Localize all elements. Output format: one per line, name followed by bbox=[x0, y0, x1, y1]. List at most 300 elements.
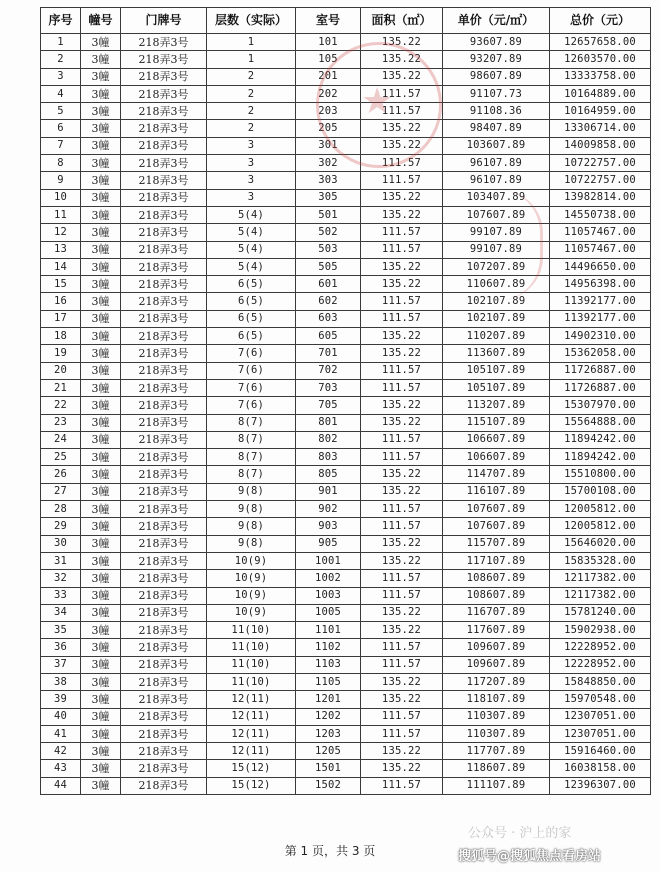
cell-unit-price: 110207.89 bbox=[443, 328, 550, 345]
cell-total-price: 13333758.00 bbox=[550, 68, 651, 85]
cell-unit-price: 96107.89 bbox=[443, 155, 550, 172]
cell-area: 135.22 bbox=[361, 691, 443, 708]
cell-room: 603 bbox=[296, 310, 361, 327]
cell-room: 601 bbox=[296, 276, 361, 293]
cell-total-price: 14956398.00 bbox=[550, 276, 651, 293]
cell-unit-price: 117707.89 bbox=[443, 743, 550, 760]
cell-index: 23 bbox=[41, 414, 81, 431]
cell-room: 1105 bbox=[296, 673, 361, 690]
cell-room: 801 bbox=[296, 414, 361, 431]
cell-index: 13 bbox=[41, 241, 81, 258]
cell-area: 135.22 bbox=[361, 51, 443, 68]
cell-floor: 11(10) bbox=[207, 622, 296, 639]
table-row bbox=[41, 673, 651, 690]
cell-address: 218弄3号 bbox=[121, 258, 207, 275]
cell-total-price: 11894242.00 bbox=[550, 431, 651, 448]
cell-area: 111.57 bbox=[361, 310, 443, 327]
cell-index: 28 bbox=[41, 501, 81, 518]
cell-area: 111.57 bbox=[361, 362, 443, 379]
cell-address: 218弄3号 bbox=[121, 622, 207, 639]
header-unit-price: 单价（元/㎡） bbox=[443, 8, 550, 34]
cell-total-price: 14009858.00 bbox=[550, 137, 651, 154]
table-row bbox=[41, 85, 651, 102]
cell-address: 218弄3号 bbox=[121, 656, 207, 673]
cell-unit-price: 98607.89 bbox=[443, 68, 550, 85]
cell-area: 135.22 bbox=[361, 604, 443, 621]
header-address: 门牌号 bbox=[121, 8, 207, 34]
cell-total-price: 16038158.00 bbox=[550, 760, 651, 777]
cell-address: 218弄3号 bbox=[121, 431, 207, 448]
cell-total-price: 11057467.00 bbox=[550, 224, 651, 241]
cell-unit-price: 118107.89 bbox=[443, 691, 550, 708]
cell-area: 135.22 bbox=[361, 345, 443, 362]
cell-index: 22 bbox=[41, 397, 81, 414]
cell-building: 3幢 bbox=[81, 345, 121, 362]
cell-index: 15 bbox=[41, 276, 81, 293]
cell-building: 3幢 bbox=[81, 155, 121, 172]
cell-floor: 10(9) bbox=[207, 587, 296, 604]
cell-floor: 3 bbox=[207, 189, 296, 206]
cell-room: 1201 bbox=[296, 691, 361, 708]
cell-floor: 5(4) bbox=[207, 206, 296, 223]
cell-room: 701 bbox=[296, 345, 361, 362]
table-row bbox=[41, 518, 651, 535]
table-row bbox=[41, 103, 651, 120]
cell-address: 218弄3号 bbox=[121, 708, 207, 725]
cell-building: 3幢 bbox=[81, 483, 121, 500]
cell-index: 17 bbox=[41, 310, 81, 327]
cell-unit-price: 102107.89 bbox=[443, 293, 550, 310]
cell-total-price: 11894242.00 bbox=[550, 449, 651, 466]
cell-building: 3幢 bbox=[81, 760, 121, 777]
cell-total-price: 10164889.00 bbox=[550, 85, 651, 102]
cell-room: 203 bbox=[296, 103, 361, 120]
cell-index: 4 bbox=[41, 85, 81, 102]
cell-total-price: 12396307.00 bbox=[550, 777, 651, 794]
cell-unit-price: 108607.89 bbox=[443, 587, 550, 604]
cell-unit-price: 96107.89 bbox=[443, 172, 550, 189]
header-area: 面积（㎡） bbox=[361, 8, 443, 34]
cell-area: 111.57 bbox=[361, 241, 443, 258]
cell-total-price: 15902938.00 bbox=[550, 622, 651, 639]
cell-floor: 12(11) bbox=[207, 708, 296, 725]
cell-building: 3幢 bbox=[81, 777, 121, 794]
cell-building: 3幢 bbox=[81, 397, 121, 414]
cell-address: 218弄3号 bbox=[121, 449, 207, 466]
table-row bbox=[41, 552, 651, 569]
cell-index: 12 bbox=[41, 224, 81, 241]
cell-building: 3幢 bbox=[81, 85, 121, 102]
cell-total-price: 12307051.00 bbox=[550, 708, 651, 725]
cell-floor: 15(12) bbox=[207, 760, 296, 777]
cell-building: 3幢 bbox=[81, 466, 121, 483]
cell-room: 805 bbox=[296, 466, 361, 483]
cell-index: 42 bbox=[41, 743, 81, 760]
table-row bbox=[41, 310, 651, 327]
cell-total-price: 12603570.00 bbox=[550, 51, 651, 68]
cell-index: 8 bbox=[41, 155, 81, 172]
cell-index: 37 bbox=[41, 656, 81, 673]
cell-address: 218弄3号 bbox=[121, 172, 207, 189]
cell-floor: 2 bbox=[207, 120, 296, 137]
cell-index: 7 bbox=[41, 137, 81, 154]
cell-area: 135.22 bbox=[361, 673, 443, 690]
cell-address: 218弄3号 bbox=[121, 34, 207, 51]
cell-area: 111.57 bbox=[361, 103, 443, 120]
cell-index: 39 bbox=[41, 691, 81, 708]
cell-floor: 8(7) bbox=[207, 466, 296, 483]
cell-index: 19 bbox=[41, 345, 81, 362]
cell-building: 3幢 bbox=[81, 414, 121, 431]
cell-unit-price: 116707.89 bbox=[443, 604, 550, 621]
cell-area: 135.22 bbox=[361, 68, 443, 85]
cell-building: 3幢 bbox=[81, 241, 121, 258]
cell-unit-price: 114707.89 bbox=[443, 466, 550, 483]
cell-building: 3幢 bbox=[81, 501, 121, 518]
cell-area: 135.22 bbox=[361, 743, 443, 760]
cell-floor: 1 bbox=[207, 34, 296, 51]
cell-room: 1103 bbox=[296, 656, 361, 673]
header-floor: 层数（实际） bbox=[207, 8, 296, 34]
table-row bbox=[41, 570, 651, 587]
cell-index: 43 bbox=[41, 760, 81, 777]
cell-address: 218弄3号 bbox=[121, 137, 207, 154]
cell-index: 18 bbox=[41, 328, 81, 345]
header-building: 幢号 bbox=[81, 8, 121, 34]
cell-unit-price: 106607.89 bbox=[443, 431, 550, 448]
cell-room: 1003 bbox=[296, 587, 361, 604]
cell-index: 38 bbox=[41, 673, 81, 690]
cell-total-price: 12307051.00 bbox=[550, 725, 651, 742]
cell-room: 205 bbox=[296, 120, 361, 137]
cell-building: 3幢 bbox=[81, 34, 121, 51]
cell-building: 3幢 bbox=[81, 206, 121, 223]
cell-room: 902 bbox=[296, 501, 361, 518]
table-row bbox=[41, 604, 651, 621]
cell-floor: 11(10) bbox=[207, 673, 296, 690]
cell-room: 1502 bbox=[296, 777, 361, 794]
cell-total-price: 15848850.00 bbox=[550, 673, 651, 690]
cell-floor: 9(8) bbox=[207, 501, 296, 518]
cell-building: 3幢 bbox=[81, 379, 121, 396]
cell-unit-price: 117207.89 bbox=[443, 673, 550, 690]
cell-unit-price: 115707.89 bbox=[443, 535, 550, 552]
cell-building: 3幢 bbox=[81, 604, 121, 621]
cell-room: 1205 bbox=[296, 743, 361, 760]
cell-room: 802 bbox=[296, 431, 361, 448]
cell-room: 202 bbox=[296, 85, 361, 102]
cell-total-price: 13306714.00 bbox=[550, 120, 651, 137]
cell-room: 703 bbox=[296, 379, 361, 396]
cell-total-price: 15510800.00 bbox=[550, 466, 651, 483]
cell-building: 3幢 bbox=[81, 328, 121, 345]
cell-address: 218弄3号 bbox=[121, 397, 207, 414]
cell-address: 218弄3号 bbox=[121, 639, 207, 656]
cell-floor: 12(11) bbox=[207, 743, 296, 760]
cell-address: 218弄3号 bbox=[121, 725, 207, 742]
table-row bbox=[41, 51, 651, 68]
cell-total-price: 12117382.00 bbox=[550, 570, 651, 587]
cell-area: 135.22 bbox=[361, 760, 443, 777]
cell-unit-price: 117607.89 bbox=[443, 622, 550, 639]
table-header-row bbox=[41, 8, 651, 34]
cell-room: 1203 bbox=[296, 725, 361, 742]
header-room: 室号 bbox=[296, 8, 361, 34]
table-body bbox=[41, 34, 651, 795]
cell-index: 14 bbox=[41, 258, 81, 275]
cell-address: 218弄3号 bbox=[121, 241, 207, 258]
cell-address: 218弄3号 bbox=[121, 518, 207, 535]
cell-floor: 7(6) bbox=[207, 345, 296, 362]
cell-area: 135.22 bbox=[361, 552, 443, 569]
cell-address: 218弄3号 bbox=[121, 328, 207, 345]
cell-index: 41 bbox=[41, 725, 81, 742]
cell-total-price: 12117382.00 bbox=[550, 587, 651, 604]
cell-address: 218弄3号 bbox=[121, 587, 207, 604]
cell-unit-price: 106607.89 bbox=[443, 449, 550, 466]
cell-area: 111.57 bbox=[361, 570, 443, 587]
cell-room: 502 bbox=[296, 224, 361, 241]
cell-room: 1001 bbox=[296, 552, 361, 569]
cell-room: 602 bbox=[296, 293, 361, 310]
cell-room: 503 bbox=[296, 241, 361, 258]
cell-room: 905 bbox=[296, 535, 361, 552]
cell-floor: 9(8) bbox=[207, 483, 296, 500]
cell-floor: 6(5) bbox=[207, 310, 296, 327]
cell-room: 1501 bbox=[296, 760, 361, 777]
cell-index: 16 bbox=[41, 293, 81, 310]
table-row bbox=[41, 276, 651, 293]
price-table bbox=[40, 7, 651, 795]
header-index: 序号 bbox=[41, 8, 81, 34]
cell-address: 218弄3号 bbox=[121, 673, 207, 690]
cell-area: 135.22 bbox=[361, 258, 443, 275]
cell-floor: 5(4) bbox=[207, 224, 296, 241]
cell-address: 218弄3号 bbox=[121, 310, 207, 327]
table-row bbox=[41, 362, 651, 379]
cell-area: 111.57 bbox=[361, 518, 443, 535]
cell-unit-price: 99107.89 bbox=[443, 224, 550, 241]
cell-building: 3幢 bbox=[81, 431, 121, 448]
page-indicator: 第 1 页，共 3 页 bbox=[284, 844, 376, 858]
cell-total-price: 10164959.00 bbox=[550, 103, 651, 120]
cell-area: 135.22 bbox=[361, 206, 443, 223]
cell-room: 901 bbox=[296, 483, 361, 500]
cell-area: 135.22 bbox=[361, 483, 443, 500]
table-row bbox=[41, 691, 651, 708]
cell-address: 218弄3号 bbox=[121, 293, 207, 310]
table-row bbox=[41, 224, 651, 241]
cell-building: 3幢 bbox=[81, 224, 121, 241]
cell-address: 218弄3号 bbox=[121, 760, 207, 777]
table-row bbox=[41, 483, 651, 500]
cell-building: 3幢 bbox=[81, 518, 121, 535]
table-row bbox=[41, 172, 651, 189]
cell-total-price: 12657658.00 bbox=[550, 34, 651, 51]
cell-floor: 9(8) bbox=[207, 518, 296, 535]
cell-index: 34 bbox=[41, 604, 81, 621]
table-row bbox=[41, 206, 651, 223]
cell-unit-price: 91108.36 bbox=[443, 103, 550, 120]
cell-index: 30 bbox=[41, 535, 81, 552]
table-row bbox=[41, 466, 651, 483]
cell-index: 11 bbox=[41, 206, 81, 223]
cell-address: 218弄3号 bbox=[121, 206, 207, 223]
table-row bbox=[41, 777, 651, 794]
cell-area: 135.22 bbox=[361, 137, 443, 154]
wechat-watermark: 公众号 · 沪上的家 bbox=[468, 826, 572, 841]
cell-index: 27 bbox=[41, 483, 81, 500]
cell-unit-price: 110307.89 bbox=[443, 708, 550, 725]
cell-total-price: 15646020.00 bbox=[550, 535, 651, 552]
cell-floor: 11(10) bbox=[207, 656, 296, 673]
cell-address: 218弄3号 bbox=[121, 155, 207, 172]
cell-unit-price: 102107.89 bbox=[443, 310, 550, 327]
cell-area: 111.57 bbox=[361, 656, 443, 673]
cell-area: 135.22 bbox=[361, 189, 443, 206]
seal-star-icon: ★ bbox=[361, 81, 394, 122]
cell-floor: 2 bbox=[207, 85, 296, 102]
cell-floor: 7(6) bbox=[207, 379, 296, 396]
table-row bbox=[41, 241, 651, 258]
cell-unit-price: 105107.89 bbox=[443, 362, 550, 379]
cell-floor: 5(4) bbox=[207, 258, 296, 275]
cell-area: 111.57 bbox=[361, 379, 443, 396]
table-row bbox=[41, 293, 651, 310]
cell-total-price: 11726887.00 bbox=[550, 362, 651, 379]
cell-area: 111.57 bbox=[361, 501, 443, 518]
cell-building: 3幢 bbox=[81, 708, 121, 725]
cell-floor: 3 bbox=[207, 137, 296, 154]
cell-address: 218弄3号 bbox=[121, 189, 207, 206]
cell-index: 3 bbox=[41, 68, 81, 85]
cell-unit-price: 118607.89 bbox=[443, 760, 550, 777]
cell-area: 135.22 bbox=[361, 535, 443, 552]
cell-building: 3幢 bbox=[81, 293, 121, 310]
cell-unit-price: 107607.89 bbox=[443, 518, 550, 535]
cell-building: 3幢 bbox=[81, 258, 121, 275]
cell-index: 32 bbox=[41, 570, 81, 587]
table-row bbox=[41, 68, 651, 85]
cell-building: 3幢 bbox=[81, 622, 121, 639]
cell-unit-price: 98407.89 bbox=[443, 120, 550, 137]
cell-total-price: 15307970.00 bbox=[550, 397, 651, 414]
cell-building: 3幢 bbox=[81, 535, 121, 552]
table-row bbox=[41, 639, 651, 656]
cell-floor: 15(12) bbox=[207, 777, 296, 794]
cell-address: 218弄3号 bbox=[121, 483, 207, 500]
cell-building: 3幢 bbox=[81, 639, 121, 656]
table-row bbox=[41, 725, 651, 742]
cell-floor: 12(11) bbox=[207, 691, 296, 708]
cell-building: 3幢 bbox=[81, 449, 121, 466]
cell-total-price: 14902310.00 bbox=[550, 328, 651, 345]
cell-area: 111.57 bbox=[361, 224, 443, 241]
cell-unit-price: 109607.89 bbox=[443, 656, 550, 673]
cell-unit-price: 107607.89 bbox=[443, 206, 550, 223]
cell-total-price: 11726887.00 bbox=[550, 379, 651, 396]
cell-total-price: 12005812.00 bbox=[550, 518, 651, 535]
cell-index: 36 bbox=[41, 639, 81, 656]
table-row bbox=[41, 760, 651, 777]
cell-address: 218弄3号 bbox=[121, 552, 207, 569]
cell-area: 135.22 bbox=[361, 397, 443, 414]
cell-unit-price: 116107.89 bbox=[443, 483, 550, 500]
cell-unit-price: 103407.89 bbox=[443, 189, 550, 206]
cell-floor: 10(9) bbox=[207, 552, 296, 569]
cell-address: 218弄3号 bbox=[121, 379, 207, 396]
cell-area: 135.22 bbox=[361, 120, 443, 137]
cell-index: 5 bbox=[41, 103, 81, 120]
cell-address: 218弄3号 bbox=[121, 85, 207, 102]
cell-address: 218弄3号 bbox=[121, 501, 207, 518]
cell-building: 3幢 bbox=[81, 68, 121, 85]
table-row bbox=[41, 379, 651, 396]
cell-floor: 2 bbox=[207, 103, 296, 120]
cell-area: 111.57 bbox=[361, 725, 443, 742]
table-row bbox=[41, 397, 651, 414]
cell-room: 505 bbox=[296, 258, 361, 275]
cell-area: 111.57 bbox=[361, 431, 443, 448]
cell-building: 3幢 bbox=[81, 120, 121, 137]
cell-area: 111.57 bbox=[361, 587, 443, 604]
cell-room: 303 bbox=[296, 172, 361, 189]
cell-unit-price: 115107.89 bbox=[443, 414, 550, 431]
cell-area: 111.57 bbox=[361, 449, 443, 466]
cell-address: 218弄3号 bbox=[121, 466, 207, 483]
cell-room: 201 bbox=[296, 68, 361, 85]
cell-room: 605 bbox=[296, 328, 361, 345]
table-row bbox=[41, 258, 651, 275]
cell-area: 135.22 bbox=[361, 414, 443, 431]
cell-area: 111.57 bbox=[361, 85, 443, 102]
table-row bbox=[41, 449, 651, 466]
cell-index: 29 bbox=[41, 518, 81, 535]
cell-floor: 9(8) bbox=[207, 535, 296, 552]
cell-unit-price: 111107.89 bbox=[443, 777, 550, 794]
cell-unit-price: 110607.89 bbox=[443, 276, 550, 293]
cell-total-price: 12228952.00 bbox=[550, 656, 651, 673]
cell-room: 501 bbox=[296, 206, 361, 223]
cell-unit-price: 91107.73 bbox=[443, 85, 550, 102]
table-row bbox=[41, 414, 651, 431]
cell-total-price: 11392177.00 bbox=[550, 293, 651, 310]
cell-floor: 10(9) bbox=[207, 604, 296, 621]
table-row bbox=[41, 708, 651, 725]
cell-building: 3幢 bbox=[81, 189, 121, 206]
cell-address: 218弄3号 bbox=[121, 777, 207, 794]
cell-area: 135.22 bbox=[361, 466, 443, 483]
cell-room: 702 bbox=[296, 362, 361, 379]
cell-area: 111.57 bbox=[361, 155, 443, 172]
cell-total-price: 15781240.00 bbox=[550, 604, 651, 621]
cell-address: 218弄3号 bbox=[121, 535, 207, 552]
cell-building: 3幢 bbox=[81, 587, 121, 604]
cell-unit-price: 109607.89 bbox=[443, 639, 550, 656]
cell-room: 1101 bbox=[296, 622, 361, 639]
cell-total-price: 15970548.00 bbox=[550, 691, 651, 708]
cell-unit-price: 105107.89 bbox=[443, 379, 550, 396]
cell-unit-price: 103607.89 bbox=[443, 137, 550, 154]
cell-index: 31 bbox=[41, 552, 81, 569]
cell-area: 111.57 bbox=[361, 293, 443, 310]
cell-room: 1202 bbox=[296, 708, 361, 725]
cell-floor: 7(6) bbox=[207, 362, 296, 379]
cell-unit-price: 93207.89 bbox=[443, 51, 550, 68]
cell-unit-price: 113207.89 bbox=[443, 397, 550, 414]
cell-floor: 7(6) bbox=[207, 397, 296, 414]
cell-area: 111.57 bbox=[361, 172, 443, 189]
